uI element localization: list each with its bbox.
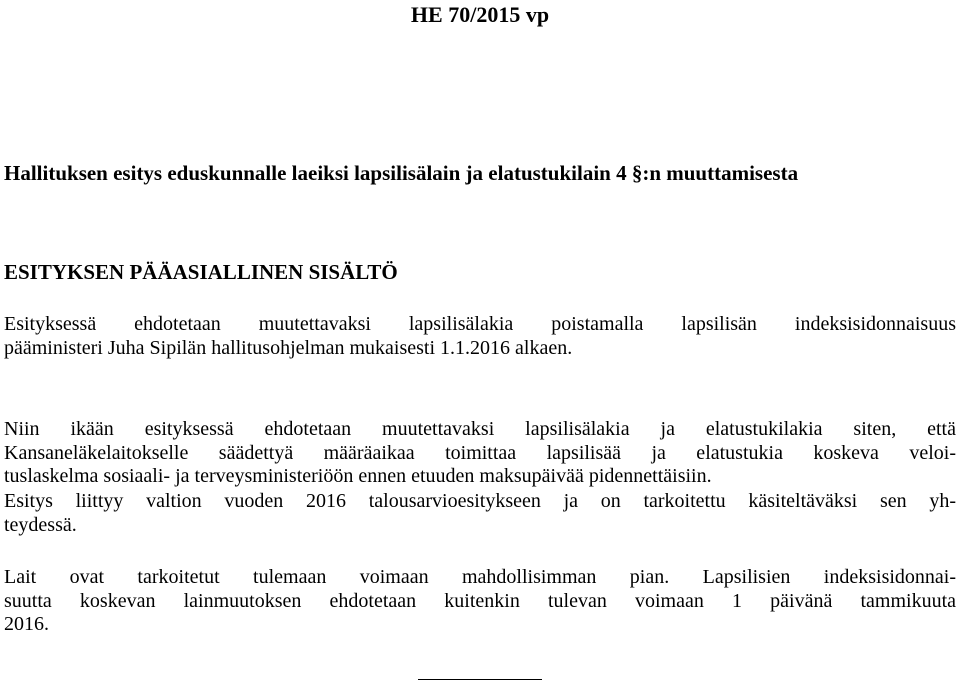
paragraph-2 xyxy=(4,418,956,489)
paragraph-line: 2016. xyxy=(4,613,49,635)
paragraph-line: suutta koskevan lainmuutoksen ehdotetaan kuitenkin tulevan voimaan 1 päivänä tammikuuta xyxy=(4,589,956,612)
section-heading: ESITYKSEN PÄÄASIALLINEN SISÄLTÖ xyxy=(4,260,398,284)
paragraph-line: pääministeri Juha Sipilän hallitusohjelman mukaisesti 1.1.2016 alkaen. xyxy=(4,336,573,359)
paragraph-line: Lait ovat tarkoitetut tulemaan voimaan mahdollisimman pian. Lapsilisien indeksisidonnai- xyxy=(4,566,956,588)
paragraph-line: Niin ikään esityksessä ehdotetaan muutettavaksi lapsilisälakia ja elatustukilakia siten, että xyxy=(4,418,956,440)
separator-rule xyxy=(418,679,542,680)
paragraph-line: teydessä. xyxy=(4,513,77,536)
document-id: HE 70/2015 vp xyxy=(410,2,550,27)
paragraph-line: tuslaskelma sosiaali- ja terveysministeriöön ennen etuuden maksupäivää pidennettäisiin. xyxy=(4,465,712,487)
paragraph-1 xyxy=(4,313,956,360)
paragraph-4 xyxy=(4,566,956,637)
paragraph-line: Kansaneläkelaitokselle säädettyä määräaikaa toimittaa lapsilisää ja elatustukia koskeva veloi- xyxy=(4,441,956,464)
paragraph-3 xyxy=(4,490,956,537)
paragraph-line: Esityksessä ehdotetaan muutettavaksi lapsilisälakia poistamalla lapsilisän indeksisidonnaisuus xyxy=(4,313,956,335)
document-title: Hallituksen esitys eduskunnalle laeiksi lapsilisälain ja elatustukilain 4 §:n muuttamisesta xyxy=(4,161,799,185)
paragraph-line: Esitys liittyy valtion vuoden 2016 talousarvioesitykseen ja on tarkoitettu käsiteltäväksi sen yh- xyxy=(4,490,956,512)
